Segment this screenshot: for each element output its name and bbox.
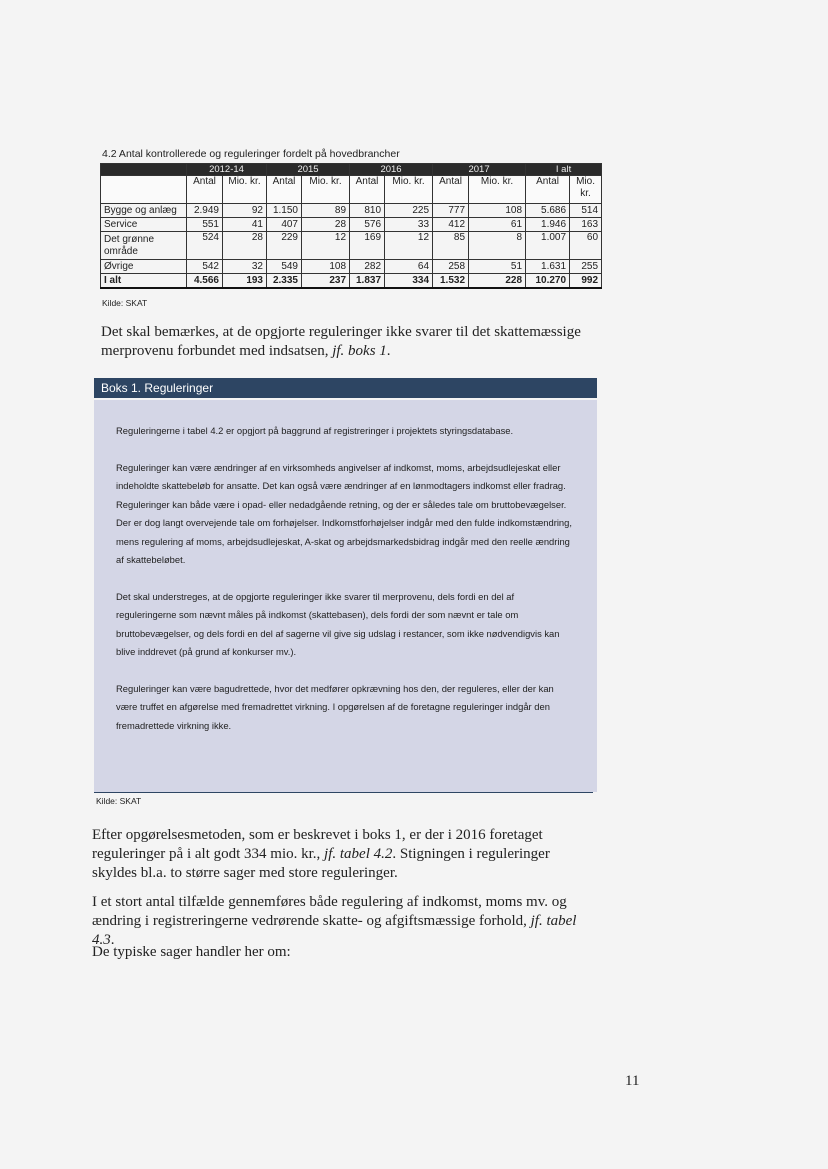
- year-header: I alt: [526, 164, 602, 176]
- table-cell: 228: [469, 274, 526, 289]
- year-header-row: [101, 164, 602, 176]
- year-header: 2016: [350, 164, 433, 176]
- table-cell: 524: [187, 232, 223, 260]
- table-cell: 1.007: [526, 232, 570, 260]
- box-bottom-rule: [94, 792, 593, 793]
- table-cell: 28: [223, 232, 267, 260]
- box-source: Kilde: SKAT: [96, 796, 142, 806]
- unit-header: Antal: [350, 176, 385, 204]
- table-cell: 1.631: [526, 260, 570, 274]
- table-cell: 33: [385, 218, 433, 232]
- paragraph-2: [92, 826, 592, 883]
- table-cell: 85: [433, 232, 469, 260]
- unit-header: Mio. kr.: [385, 176, 433, 204]
- table-cell: 407: [267, 218, 302, 232]
- table-cell: 4.566: [187, 274, 223, 289]
- table-cell: 163: [570, 218, 602, 232]
- table-row: [101, 260, 602, 274]
- unit-header-empty: [101, 176, 187, 204]
- unit-header: Mio. kr.: [570, 176, 602, 204]
- row-label: Øvrige: [101, 260, 187, 274]
- paragraph-text: I et stort antal tilfælde gennemføres både regulering af indkomst, moms mv. og ændring i registreringerne vedrørende skatte- og afgiftsmæssige forhold,: [92, 894, 567, 929]
- branch-table: [100, 163, 602, 289]
- table-cell: 10.270: [526, 274, 570, 289]
- unit-header: Antal: [187, 176, 223, 204]
- table-cell: 2.949: [187, 204, 223, 218]
- box-paragraph: Reguleringer kan være bagudrettede, hvor det medfører opkrævning hos den, der reguleres, eller der kan være truffet en afgørelse med fremadrettet virkning. I opgørelsen af de foretagne reguleringer indgår den fremadrettede virkning ikke.: [116, 682, 554, 731]
- table-cell: 810: [350, 204, 385, 218]
- paragraph-text: Det skal bemærkes, at de opgjorte reguleringer ikke svarer til det skattemæssige merprovenu forbundet med indsatsen,: [101, 324, 581, 359]
- table-cell: 32: [223, 260, 267, 274]
- table-cell: 5.686: [526, 204, 570, 218]
- table-cell: 334: [385, 274, 433, 289]
- table-cell: 992: [570, 274, 602, 289]
- table-cell: 549: [267, 260, 302, 274]
- paragraph-text: .: [110, 932, 115, 948]
- table-cell: 61: [469, 218, 526, 232]
- row-label: Service: [101, 218, 187, 232]
- year-header: 2017: [433, 164, 526, 176]
- table-cell: 28: [302, 218, 350, 232]
- table-cell: 51: [469, 260, 526, 274]
- table-cell: 8: [469, 232, 526, 260]
- table-cell: 64: [385, 260, 433, 274]
- paragraph-text: .: [386, 343, 391, 359]
- table-cell: 12: [385, 232, 433, 260]
- cross-reference: jf. tabel 4.3: [92, 913, 577, 948]
- table-cell: 237: [302, 274, 350, 289]
- row-label: I alt: [101, 274, 187, 289]
- table-row: [101, 218, 602, 232]
- table-cell: 1.837: [350, 274, 385, 289]
- table-cell: 108: [469, 204, 526, 218]
- table-cell: 169: [350, 232, 385, 260]
- unit-header: Mio. kr.: [469, 176, 526, 204]
- table-cell: 542: [187, 260, 223, 274]
- table-cell: 282: [350, 260, 385, 274]
- table-cell: 514: [570, 204, 602, 218]
- table-cell: 255: [570, 260, 602, 274]
- table-cell: 576: [350, 218, 385, 232]
- unit-header: Antal: [526, 176, 570, 204]
- table-cell: 225: [385, 204, 433, 218]
- box-body: [94, 400, 597, 792]
- page-number: 11: [625, 1073, 640, 1089]
- table-cell: 60: [570, 232, 602, 260]
- box-paragraph: Reguleringerne i tabel 4.2 er opgjort på baggrund af registreringer i projektets styringsdatabase.: [116, 425, 514, 436]
- unit-header-row: [101, 176, 602, 204]
- table-cell: 193: [223, 274, 267, 289]
- table-title: 4.2 Antal kontrollerede og reguleringer fordelt på hovedbrancher: [102, 148, 400, 160]
- unit-header: Mio. kr.: [302, 176, 350, 204]
- year-header-empty: [101, 164, 187, 176]
- box-paragraph: Det skal understreges, at de opgjorte reguleringer ikke svarer til merprovenu, dels fordi en del af reguleringerne som nævnt måles på indkomst (skattebasen), dels fordi der som nævnt er tale om bruttobevægelser, og dels fordi en del af sagerne vil give sig udslag i restancer, som ikke nødvendigvis kan blive inddrevet (på grund af konkurser mv.).: [116, 590, 560, 657]
- row-label: Det grønne område: [101, 232, 187, 260]
- box-paragraph: Reguleringer kan være ændringer af en virksomheds angivelser af indkomst, moms, arbejdsudlejeskat eller indeholdte skattebeløb for ansatte. Det kan også være ændringer af en lønmodtagers indkomst eller fradrag. Reguleringer kan både være i opad- eller nedadgående retning, og der er således tale om bruttobevægelser. Der er dog langt overvejende tale om forhøjelser. Indkomstforhøjelser indgår med den fulde indkomstændring, mens regulering af moms, arbejdsudlejeskat, A-skat og arbejdsmarkedsbidrag indgår med den reelle ændring af skattebeløbet.: [116, 461, 572, 565]
- paragraph-text: . Stigningen i reguleringer skyldes bl.a. to større sager med store reguleringer.: [92, 846, 550, 881]
- unit-header: Antal: [267, 176, 302, 204]
- table-cell: 89: [302, 204, 350, 218]
- box-title: Boks 1. Reguleringer: [94, 378, 597, 398]
- table-cell: 12: [302, 232, 350, 260]
- table-cell: 551: [187, 218, 223, 232]
- table-cell: 229: [267, 232, 302, 260]
- table-cell: 1.946: [526, 218, 570, 232]
- table-cell: 2.335: [267, 274, 302, 289]
- table-cell: 258: [433, 260, 469, 274]
- row-label: Bygge og anlæg: [101, 204, 187, 218]
- paragraph-1: [101, 323, 596, 361]
- table-cell: 412: [433, 218, 469, 232]
- table-total-row: [101, 274, 602, 289]
- table-source: Kilde: SKAT: [102, 298, 148, 308]
- table-cell: 777: [433, 204, 469, 218]
- table-cell: 1.150: [267, 204, 302, 218]
- year-header: 2012-14: [187, 164, 267, 176]
- year-header: 2015: [267, 164, 350, 176]
- cross-reference: jf. boks 1: [332, 343, 387, 359]
- paragraph-3: [92, 893, 592, 950]
- table-cell: 1.532: [433, 274, 469, 289]
- table-cell: 92: [223, 204, 267, 218]
- table-row: [101, 204, 602, 218]
- paragraph-4: De typiske sager handler her om:: [92, 944, 291, 960]
- table-row: [101, 232, 602, 260]
- table-cell: 41: [223, 218, 267, 232]
- unit-header: Antal: [433, 176, 469, 204]
- unit-header: Mio. kr.: [223, 176, 267, 204]
- paragraph-text: Efter opgørelsesmetoden, som er beskrevet i boks 1, er der i 2016 foretaget reguleringer på i alt godt 334 mio. kr.,: [92, 827, 543, 862]
- cross-reference: jf. tabel 4.2: [324, 846, 393, 862]
- table-cell: 108: [302, 260, 350, 274]
